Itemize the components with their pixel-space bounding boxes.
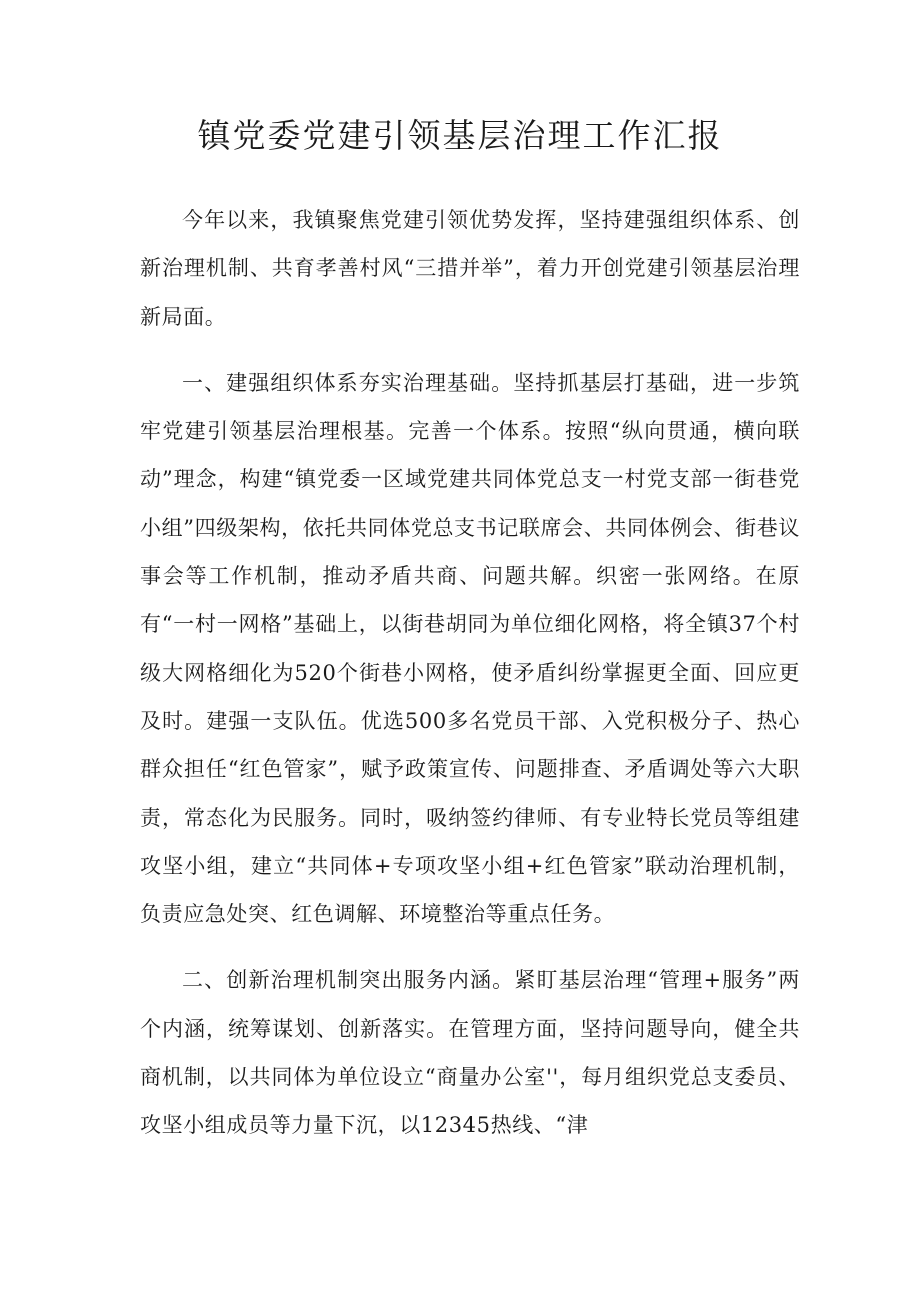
document-title: 镇党委党建引领基层治理工作汇报 <box>197 116 723 155</box>
document-body <box>140 196 800 1168</box>
paragraph-section-two: 二、创新治理机制突出服务内涵。紧盯基层治理“管理+服务”两个内涵，统筹谋划、创新落实。在管理方面，坚持问题导向，健全共商机制，以共同体为单位设立“商量办公室''，每月组织党总支委员、攻坚小组成员等力量下沉，以12345热线、“津 <box>140 968 800 1138</box>
paragraph-section-one: 一、建强组织体系夯实治理基础。坚持抓基层打基础，进一步筑牢党建引领基层治理根基。完善一个体系。按照“纵向贯通，横向联动”理念，构建“镇党委一区域党建共同体党总支一村党支部一街巷党小组”四级架构，依托共同体党总支书记联席会、共同体例会、街巷议事会等工作机制，推动矛盾共商、问题共解。织密一张网络。在原有“一村一网格”基础上，以街巷胡同为单位细化网格，将全镇37个村级大网格细化为520个街巷小网格，使矛盾纠纷掌握更全面、回应更及时。建强一支队伍。优选500多名党员干部、入党积极分子、热心群众担任“红色管家”，赋予政策宣传、问题排查、矛盾调处等六大职责，常态化为民服务。同时，吸纳签约律师、有专业特长党员等组建攻坚小组，建立“共同体+专项攻坚小组+红色管家”联动治理机制，负责应急处突、红色调解、环境整治等重点任务。 <box>140 370 800 927</box>
paragraph-intro: 今年以来，我镇聚焦党建引领优势发挥，坚持建强组织体系、创新治理机制、共育孝善村风“三措并举”，着力开创党建引领基层治理新局面。 <box>140 208 800 329</box>
